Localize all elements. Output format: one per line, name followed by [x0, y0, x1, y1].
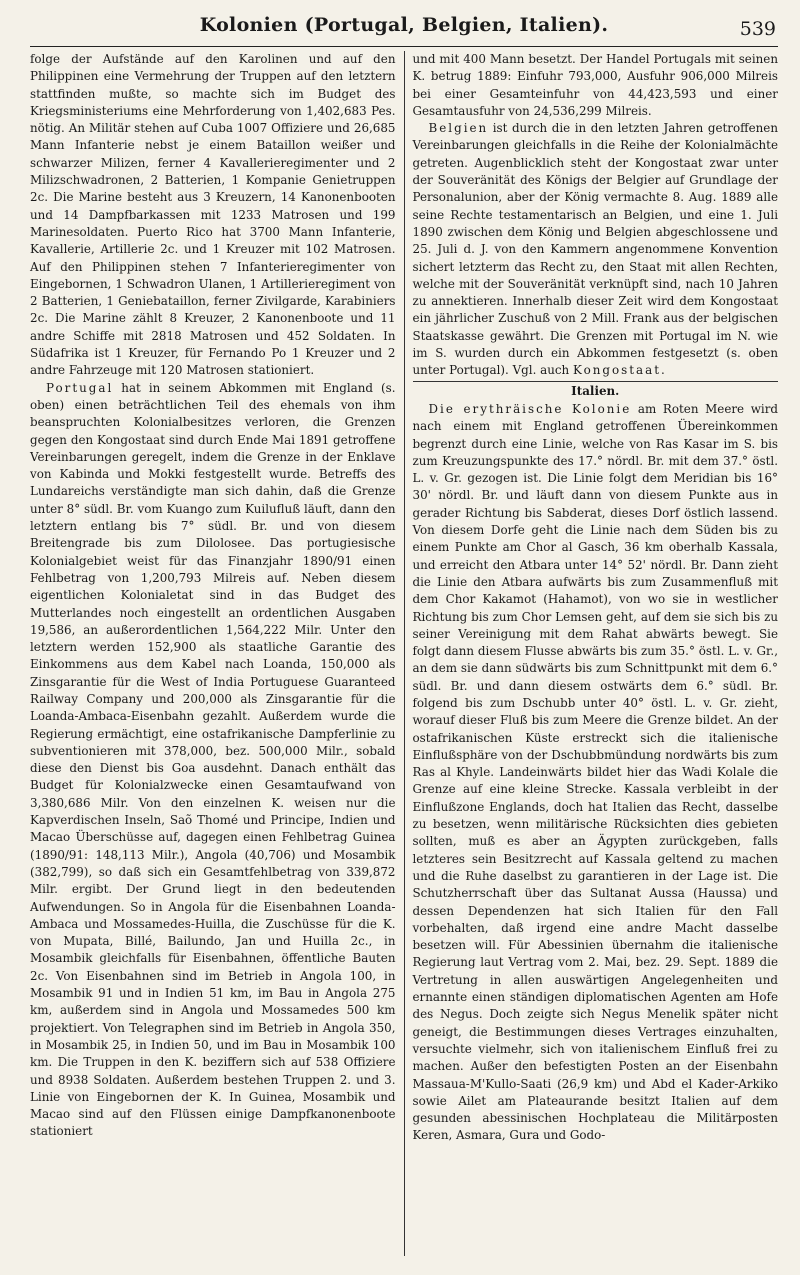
- paragraph-portugal-trade: und mit 400 Mann besetzt. Der Handel Portugals mit seinen K. betrug 1889: Einfuhr 793,000, Ausfuhr 906,000 Milreis bei einer Gesamteinfuhr von 44,423,593 und einer Gesamtausfuhr von 24,536,299 Milreis.: [412, 52, 778, 118]
- running-title: Kolonien (Portugal, Belgien, Italien).: [199, 14, 609, 36]
- cross-reference-kongostaat[interactable]: Kongostaat: [573, 363, 662, 378]
- section-heading-italien: Italien.: [413, 381, 779, 400]
- paragraph-belgien-text: ist durch die in den letzten Jahren getroffenen Vereinbarungen gleichfalls in die Reihe der Kolonialmächte getreten. Augenblicklich steht der Kongostaat zwar unter der Souveränität des Königs der Belgier auf Grundlage der Personalunion, aber der König vermachte 8. Aug. 1889 alle seine Rechte testamentarisch an Belgien, und eine 1. Juli 1890 zwischen dem König und Belgien abgeschlossene und 25. Juli d. J. von den Kammern angenommene Konvention sichert letzterm das Recht zu, den Staat mit allen Rechten, welche mit der Souveränität verknüpft sind, nach 10 Jahren zu annektieren. Innerhalb dieser Zeit wird dem Kongostaat ein jährlicher Zuschuß von 2 Mill. Frank aus der belgischen Staatskasse gewährt. Die Grenzen mit Portugal im N. wie im S. wurden durch ein Abkommen festgesetzt (s. oben unter Portugal). Vgl. auch: [412, 121, 778, 378]
- keyword-portugal: Portugal: [46, 380, 114, 395]
- paragraph-belgien-end: .: [661, 363, 665, 378]
- keyword-erythraeische-kolonie: Die erythräische Kolonie: [428, 401, 632, 416]
- page-number: 539: [739, 18, 776, 40]
- header-rule: [30, 46, 778, 47]
- paragraph-italien: [413, 401, 779, 1145]
- paragraph-portugal-text: hat in seinem Abkommen mit England (s. oben) einen beträchtlichen Teil des ehemals von ihm beanspruchten Kolonialbesitzes verloren, die Grenzen gegen den Kongostaat sind durch Ende Mai 1891 getroffene Vereinbarungen geregelt, indem die Grenze in der Enklave von Kabinda und Mokki festgestellt wurde. Betreffs des Lundareichs verständigte man sich dahin, daß die Grenze unter 8° südl. Br. vom Kuango zum Kuilufluß läuft, dann den letztern entlang bis 7° südl. Br. und von diesem Breitengrade bis zum Dilolosee. Das portugiesische Kolonialgebiet weist für das Finanzjahr 1890/91 einen Fehlbetrag von 1,200,793 Milreis auf. Neben diesem eigentlichen Kolonialetat sind in das Budget des Mutterlandes noch eingestellt an ordentlichen Ausgaben 19,586, an außerordentlichen 1,564,222 Milr. Unter den letztern werden 152,900 als staatliche Garantie des Einkommens aus dem Kabel nach Loanda, 150,000 als Zinsgarantie für die West of India Portuguese Guaranteed Railway Company und 200,000 als Zinsgarantie für die Loanda-Ambaca-Eisenbahn gezahlt. Außerdem wurde die Regierung ermächtigt, eine ostafrikanische Dampferlinie zu subventionieren mit 378,000, bez. 500,000 Milr., sobald diese den Dienst bis Goa ausdehnt. Danach enthält das Budget für Kolonialzwecke einen Gesamtaufwand von 3,380,686 Milr. Von den einzelnen K. weisen nur die Kapverdischen Inseln, Saõ Thomé und Principe, Indien und Macao Überschüsse auf, dagegen einen Fehlbetrag Guinea (1890/91: 148,113 Milr.), Angola (40,706) und Mosambik (382,799), so daß sich ein Gesamtfehlbetrag von 339,872 Milr. ergibt. Der Grund liegt in den bedeutenden Aufwendungen. So in Angola für die Eisenbahnen Loanda-Ambaca und Mossamedes-Huilla, die Zuschüsse für die K. von Mupata, Billé, Bailundo, Jan und Huilla 2c., in Mosambik gleichfalls für Eisenbahnen, öffentliche Bauten 2c. Von Eisenbahnen sind im Betrieb in Angola 100, in Mosambik 91 und in Indien 51 km, im Bau in Angola 275 km, außerdem sind in Angola und Mossamedes 500 km projektiert. Von Telegraphen sind im Betrieb in Angola 350, in Mosambik 25, in Indien 50, und im Bau in Mosambik 100 km. Die Truppen in den K. beziffern sich auf 538 Offiziere und 8938 Soldaten. Außerdem bestehen Truppen 2. und 3. Linie von Eingebornen der K. In Guinea, Mosambik und Macao sind auf den Flüssen einige Dampfkanonenboote stationiert: [30, 380, 396, 1139]
- paragraph-belgien: [413, 120, 779, 379]
- paragraph-italien-text: am Roten Meere wird nach einem mit England getroffenen Übereinkommen begrenzt durch eine Linie, welche von Ras Kasar im S. bis zum Kreuzungspunkte des 17.° nördl. Br. mit dem 37.° östl. L. v. Gr. gezogen ist. Die Linie folgt dem Meridian bis 16° 30' nördl. Br. und läuft dann von diesem Punkte aus in gerader Richtung bis Sabderat, dieses Dorf östlich lassend. Von diesem Dorfe geht die Linie nach dem Süden bis zu einem Punkte am Chor al Gasch, 36 km oberhalb Kassala, und erreicht den Atbara unter 14° 52' nördl. Br. Dann zieht die Linie den Atbara aufwärts bis zum Zusammenfluß mit dem Chor Kakamot (Hahamot), von wo sie in westlicher Richtung bis zum Chor Lemsen geht, auf dem sie sich bis zu seiner Vereinigung mit dem Rahat abwärts bewegt. Sie folgt dann diesem Flusse abwärts bis zum 35.° östl. L. v. Gr., an dem sie dann südwärts bis zum Schnittpunkt mit dem 6.° südl. Br. und dann diesem ostwärts dem 6.° südl. Br. folgend bis zum Dschubb unter 40° östl. L. v. Gr. zieht, worauf dieser Fluß bis zum Meere die Grenze bildet. An der ostafrikanischen Küste erstreckt sich die italienische Einflußsphäre von der Dschubbmündung nordwärts bis zum Ras al Khyle. Landeinwärts bildet hier das Wadi Kolale die Grenze auf eine kleine Strecke. Kassala verbleibt in der Einflußzone Englands, doch hat Italien das Recht, dasselbe zu besetzen, wenn militärische Rücksichten dies gebieten sollten, muß es aber an Ägypten zurückgeben, falls letzteres sein Besitzrecht auf Kassala geltend zu machen und die Ruhe daselbst zu garantieren in der Lage ist. Die Schutzherrschaft über das Sultanat Aussa (Haussa) und dessen Dependenzen hat sich Italien für den Fall vorbehalten, daß irgend eine andre Macht dasselbe besetzen will. Für Abessinien übernahm die italienische Regierung laut Vertrag vom 2. Mai, bez. 29. Sept. 1889 die Vertretung in allen auswärtigen Angelegenheiten und ernannte einen ständigen diplomatischen Agenten am Hofe des Negus. Doch zeigte sich Negus Menelik später nicht geneigt, die Bestimmungen dieses Vertrages einzuhalten, versuchte vielmehr, sich von italienischem Einfluß frei zu machen. Außer den befestigten Posten an der Eisenbahn Massaua-M'Kullo-Saati (26,9 km) und Abd el Kader-Arkiko sowie Ailet am Plateaurande besitzt Italien auf dem gesunden abessinischen Hochplateau die Militärposten Keren, Asmara, Gura und Godo-: [412, 401, 778, 1143]
- left-column: [30, 51, 404, 1256]
- paragraph-spain-military: folge der Aufstände auf den Karolinen und auf den Philippinen eine Vermehrung der Truppen auf den letztern stattfinden mußte, so machte sich im Budget des Kriegsministeriums eine Mehrforderung von 1,402,683 Pes. nötig. An Militär stehen auf Cuba 1007 Offiziere und 26,685 Mann Infanterie nebst je einem Bataillon weißer und schwarzer Milizen, ferner 4 Kavallerieregimenter und 2 Milizschwadronen, 2 Batterien, 1 Kompanie Genietruppen 2c. Die Marine besteht aus 3 Kreuzern, 14 Kanonenbooten und 14 Dampfbarkassen mit 1233 Matrosen und 199 Marinesoldaten. Puerto Rico hat 3700 Mann Infanterie, Kavallerie, Artillerie 2c. und 1 Kreuzer mit 102 Matrosen. Auf den Philippinen stehen 7 Infanterieregimenter von Eingebornen, 1 Schwadron Ulanen, 1 Artillerieregiment von 2 Batterien, 1 Geniebataillon, ferner Zivilgarde, Karabiniers 2c. Die Marine zählt 8 Kreuzer, 2 Kanonenboote und 11 andre Schiffe mit 2818 Matrosen und 452 Soldaten. In Südafrika ist 1 Kreuzer, für Fernando Po 1 Kreuzer und 2 andre Fahrzeuge mit 120 Matrosen stationiert.: [30, 52, 396, 378]
- keyword-belgien: Belgien: [428, 121, 489, 136]
- text-columns: [30, 51, 778, 1256]
- paragraph-portugal: [30, 380, 396, 1141]
- page-header: [30, 14, 778, 42]
- right-column: [404, 51, 779, 1256]
